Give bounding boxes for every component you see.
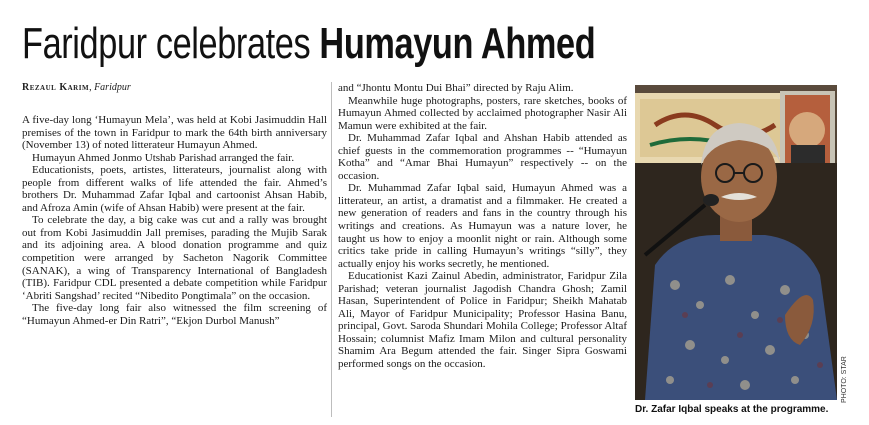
- paragraph: and “Jhontu Montu Dui Bhai” directed by Raju Alim.: [338, 82, 574, 94]
- byline-location: Faridpur: [94, 82, 131, 93]
- paragraph: Humayun Ahmed Jonmo Utshab Parishad arranged the fair.: [32, 151, 295, 164]
- paragraph: A five-day long ‘Humayun Mela’, was held at Kobi Jasimuddin Hall premises of the town in Faridpur to mark the 64th birth anniversary (November 13) of noted litterateur Humayun Ahmed.: [22, 114, 327, 152]
- article-column-2: [338, 82, 627, 371]
- article-column-1: [22, 114, 327, 327]
- photo-credit: PHOTO: STAR: [841, 356, 848, 403]
- speaker-photo-illustration: [635, 85, 837, 400]
- paragraph: Educationist Kazi Zainul Abedin, administrator, Faridpur Zila Parishad; veteran journalist Jagodish Chandra Ghosh; Zamil Hasan, Superintendent of Police in Faridpur; Sheikh Mahatab Ali, Mayor of Faridpur Municipality; Professor Hasina Banu, principal, Govt. Saroda Shundari Mohila College; Professor Altaf Hossain; columnist Mafiz Imam Milon and cultural personality Shamim Ara Begum attended the fair. Singer Sipra Goswami performed songs on the occasion.: [338, 270, 627, 371]
- paragraph: Dr. Muhammad Zafar Iqbal and Ahshan Habib attended as chief guests in the commemoration programmes -- “Humayun Kotha” and “Amar Bhai Humayun” respectively -- on the occasion.: [338, 132, 627, 182]
- paragraph: Dr. Muhammad Zafar Iqbal said, Humayun Ahmed was a litterateur, an artist, a dramatist and a filmmaker. He created a new generation of readers and fans in the country through his writings and creations. As Humayun was a nature lover, he taught us how to enjoy a moonlit night or rain. Although some critics take pride in calling Humayun’s writings “silly”, they actually enjoy his works secretly, he mentioned.: [338, 182, 627, 270]
- photo-caption: Dr. Zafar Iqbal speaks at the programme.: [635, 404, 829, 415]
- paragraph: Meanwhile huge photographs, posters, rare sketches, books of Humayun Ahmed collected by acclaimed photographer Nasir Ali Mamun were exhibited at the fair.: [338, 94, 627, 132]
- byline: Rezaul Karim, Faridpur: [22, 82, 131, 93]
- headline: [22, 18, 677, 70]
- paragraph: Educationists, poets, artistes, litterateurs, journalist along with people from different walks of life attended the fair. Ahmed’s brothers Dr. Muhammad Zafar Iqbal and cartoonist Ahsan Habib, and Afroza Amin (wife of Ahsan Habib) were present at the fair.: [22, 164, 327, 214]
- speaker-photo: [635, 85, 837, 400]
- paragraph: To celebrate the day, a big cake was cut and a rally was brought out from Kobi Jasimuddin Jall premises, parading the Mujib Sarak and its adjoining area. A blood donation programme and quiz competition were arranged by Sacheton Nagorik Committee (SANAK), a wing of Transparency International of Bangladesh (TIB). Faridpur CDL presented a debate competition while Faridpur ‘Abriti Sangshad’ recited “Nibedito Pongtimala” on the occasion.: [22, 214, 327, 302]
- headline-bold: Humayun Ahmed: [319, 19, 596, 68]
- headline-light: Faridpur celebrates: [22, 19, 311, 68]
- column-divider: [331, 82, 332, 417]
- byline-author: Rezaul Karim: [22, 82, 90, 93]
- paragraph: The five-day long fair also witnessed the film screening of “Humayun Ahmed-er Din Ratri”, “Ekjon Durbol Manush”: [22, 302, 327, 327]
- microphone: [703, 194, 719, 206]
